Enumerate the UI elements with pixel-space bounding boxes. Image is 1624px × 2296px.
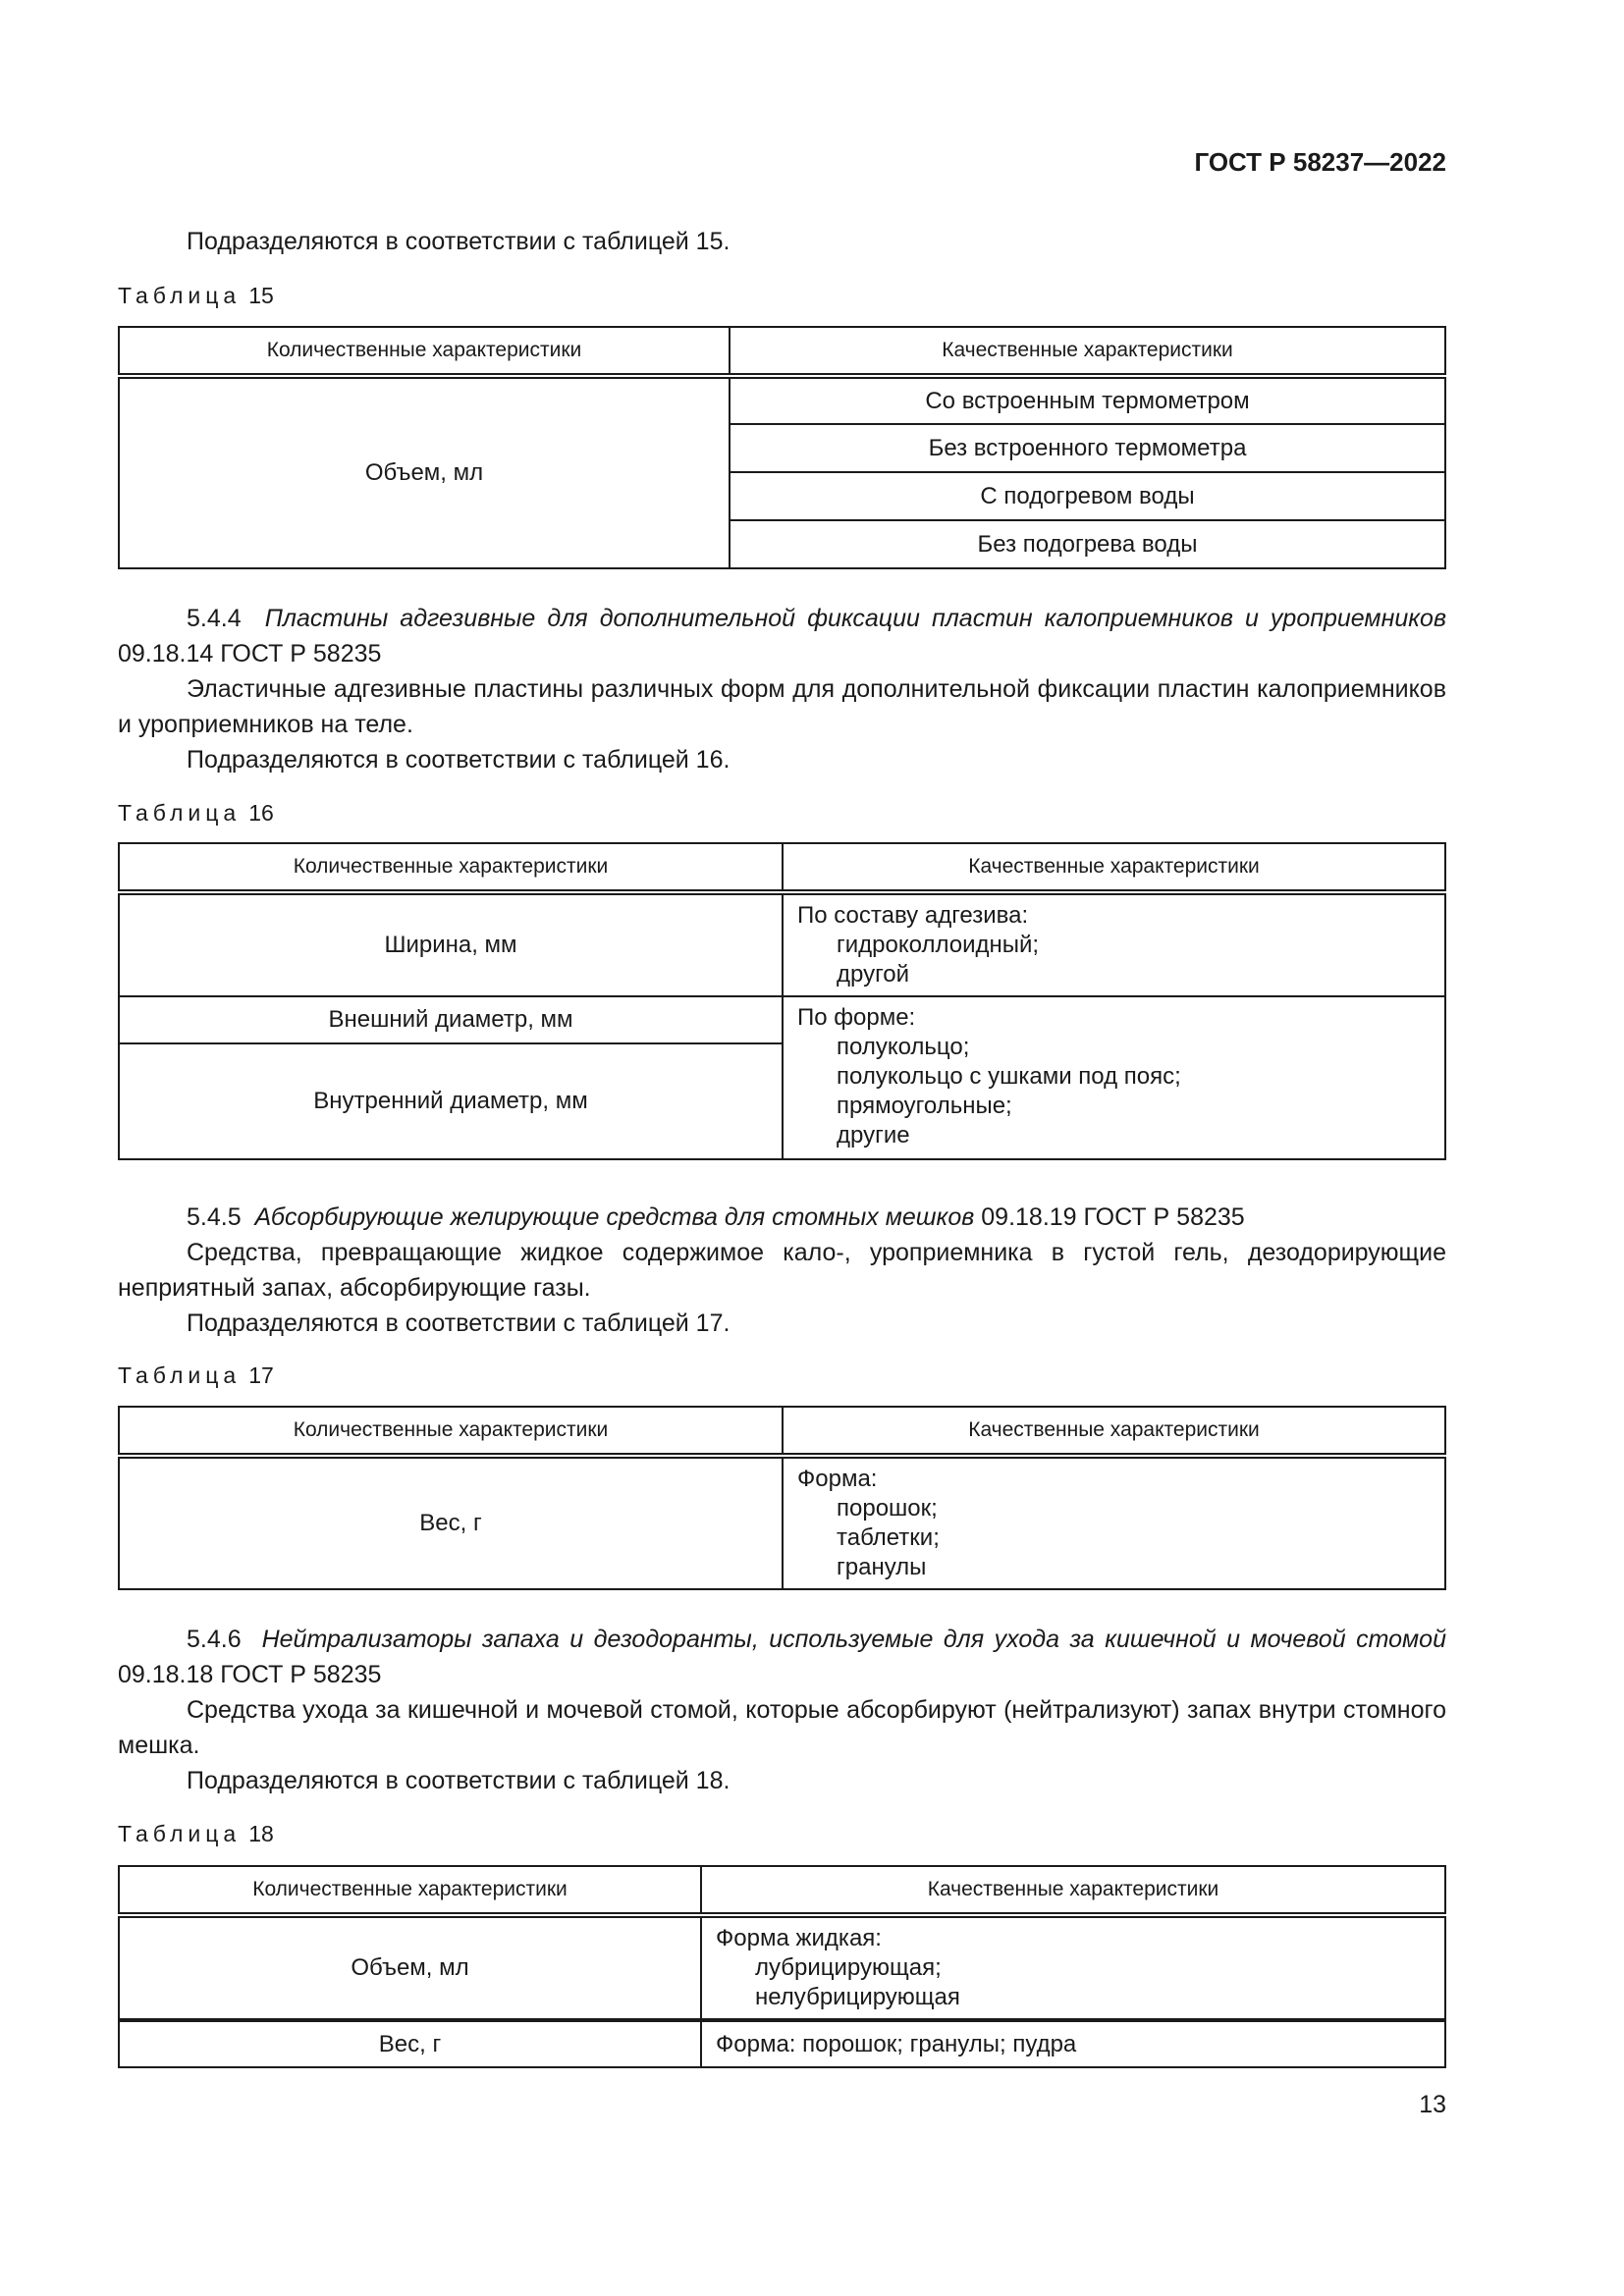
header-qualitative: Качественные характеристики	[701, 1866, 1445, 1915]
header-quantitative: Количественные характеристики	[119, 1407, 783, 1456]
cell-inner-diameter: Внутренний диаметр, мм	[119, 1043, 783, 1159]
section-ref: 09.18.19 ГОСТ Р 58235	[981, 1203, 1245, 1231]
qual-title: По составу адгезива:	[797, 902, 1029, 929]
qual-item: полукольцо;	[837, 1034, 970, 1060]
section-title: Абсорбирующие желирующие средства для стомных мешков	[254, 1203, 975, 1231]
caption-word: Таблица	[118, 800, 242, 826]
header-quantitative: Количественные характеристики	[119, 1866, 701, 1915]
table-15	[118, 326, 1446, 569]
cell-shape	[783, 996, 1445, 1159]
cell-qual-4: Без подогрева воды	[730, 520, 1445, 568]
table-17	[118, 1406, 1446, 1590]
table-16	[118, 842, 1446, 1160]
header-qualitative: Качественные характеристики	[783, 843, 1445, 892]
qual-item: гранулы	[837, 1554, 927, 1580]
section-ref: 09.18.18 ГОСТ Р 58235	[118, 1661, 382, 1688]
cell-weight: Вес, г	[119, 2020, 701, 2067]
page-number: 13	[1419, 2091, 1446, 2118]
header-quantitative: Количественные характеристики	[119, 327, 730, 376]
qual-item: порошок;	[837, 1495, 938, 1522]
cell-qual-3: С подогревом воды	[730, 472, 1445, 520]
cell-qual-1: Со встроенным термометром	[730, 376, 1445, 424]
table15-intro: Подразделяются в соответствии с таблицей 15.	[187, 228, 731, 255]
qual-item: гидроколлоидный;	[837, 932, 1040, 958]
caption-word: Таблица	[118, 283, 242, 308]
qual-item: полукольцо с ушками под пояс;	[837, 1063, 1181, 1090]
table17-caption	[118, 1362, 274, 1389]
section-5-4-4	[118, 601, 1446, 777]
qual-item: лубрицирующая;	[755, 1954, 942, 1981]
section-desc: Средства ухода за кишечной и мочевой стомой, которые абсорбируют (нейтрализуют) запах внутри стомного мешка.	[118, 1696, 1446, 1759]
table16-caption	[118, 800, 274, 827]
cell-width: Ширина, мм	[119, 892, 783, 996]
cell-volume: Объем, мл	[119, 376, 730, 568]
section-title: Пластины адгезивные для дополнительной фиксации пластин калоприемников и уроприемников	[264, 605, 1446, 632]
qual-item: таблетки;	[837, 1524, 940, 1551]
section-number: 5.4.5	[187, 1203, 242, 1231]
header-quantitative: Количественные характеристики	[119, 843, 783, 892]
section-intro: Подразделяются в соответствии с таблицей 18.	[187, 1767, 731, 1794]
section-title: Нейтрализаторы запаха и дезодоранты, используемые для ухода за кишечной и мочевой стомой	[261, 1626, 1446, 1653]
caption-word: Таблица	[118, 1821, 242, 1846]
cell-weight: Вес, г	[119, 1456, 783, 1589]
cell-liquid-form	[701, 1915, 1445, 2020]
header-qualitative: Качественные характеристики	[730, 327, 1445, 376]
section-desc: Эластичные адгезивные пластины различных форм для дополнительной фиксации пластин калоприемников и уроприемников на теле.	[118, 675, 1446, 738]
section-desc: Средства, превращающие жидкое содержимое кало-, уроприемника в густой гель, дезодорирующие неприятный запах, абсорбирующие газы.	[118, 1239, 1446, 1302]
cell-qual-2: Без встроенного термометра	[730, 424, 1445, 472]
cell-adhesive-composition	[783, 892, 1445, 996]
cell-volume: Объем, мл	[119, 1915, 701, 2020]
section-5-4-5	[118, 1200, 1446, 1341]
caption-number: 18	[248, 1821, 274, 1846]
qual-item: прямоугольные;	[837, 1093, 1012, 1119]
caption-number: 15	[248, 283, 274, 308]
section-number: 5.4.4	[187, 605, 242, 632]
section-ref: 09.18.14 ГОСТ Р 58235	[118, 640, 382, 667]
cell-form	[783, 1456, 1445, 1589]
table15-caption	[118, 283, 274, 309]
qual-item: другой	[837, 961, 910, 988]
cell-outer-diameter: Внешний диаметр, мм	[119, 996, 783, 1043]
table-18	[118, 1865, 1446, 2068]
section-number: 5.4.6	[187, 1626, 242, 1653]
cell-dry-form: Форма: порошок; гранулы; пудра	[701, 2020, 1445, 2067]
caption-number: 16	[248, 800, 274, 826]
section-intro: Подразделяются в соответствии с таблицей 17.	[187, 1309, 731, 1337]
qual-title: Форма жидкая:	[716, 1925, 882, 1951]
section-5-4-6	[118, 1622, 1446, 1798]
header-qualitative: Качественные характеристики	[783, 1407, 1445, 1456]
qual-item: нелубрицирующая	[755, 1984, 960, 2010]
document-code-header: ГОСТ Р 58237—2022	[1194, 147, 1446, 177]
caption-word: Таблица	[118, 1362, 242, 1388]
section-intro: Подразделяются в соответствии с таблицей 16.	[187, 746, 731, 774]
table18-caption	[118, 1821, 274, 1847]
qual-title: Форма:	[797, 1466, 878, 1492]
caption-number: 17	[248, 1362, 274, 1388]
qual-item: другие	[837, 1122, 910, 1148]
qual-title: По форме:	[797, 1004, 916, 1031]
